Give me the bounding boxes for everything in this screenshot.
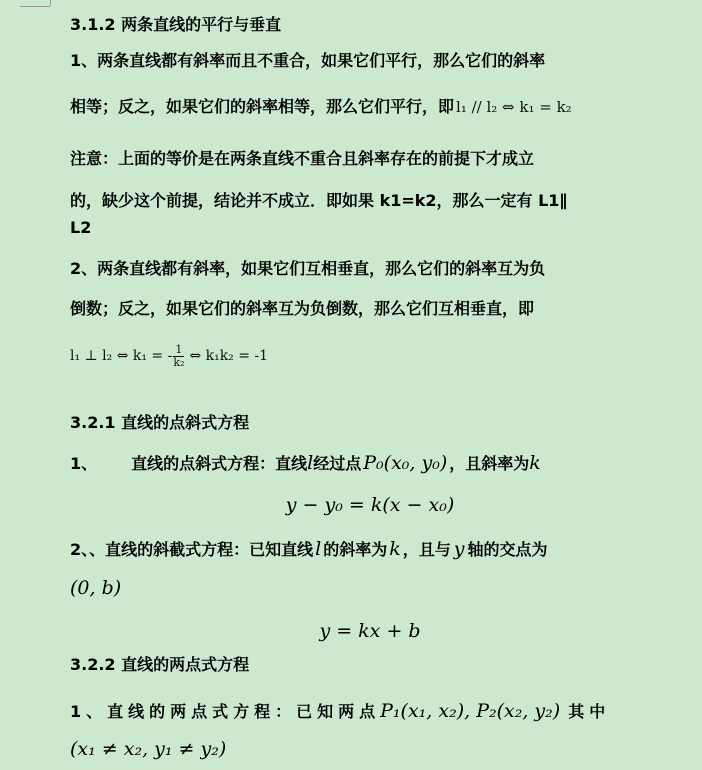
- two-point-text: 1、直线的两点式方程：已知两点: [70, 702, 381, 721]
- slope-intercept-text-b: 的斜率为: [323, 540, 388, 559]
- fraction-denominator: k₂: [173, 355, 185, 369]
- perpendicular-formula-right: ⇔ k₁k₂ = -1: [189, 348, 269, 364]
- point-slope-text-a: 直线的点斜式方程：直线: [131, 454, 308, 473]
- slope-intercept-y: y: [453, 538, 465, 560]
- item-2-line-2: 倒数；反之，如果它们的斜率互为负倒数，那么它们互相垂直，即: [70, 299, 535, 318]
- crop-mark-vertical: [50, 0, 51, 6]
- section-3-2-2-title: 3.2.2 直线的两点式方程: [70, 655, 250, 674]
- two-points: P₁(x₁, x₂), P₂(x₂, y₂): [380, 700, 561, 722]
- fraction-numerator: 1: [175, 342, 183, 356]
- slope-intercept-l: l: [315, 538, 322, 560]
- two-point-tail: 其中: [568, 702, 611, 721]
- section-3-1-2-title: 3.1.2 两条直线的平行与垂直: [70, 15, 282, 34]
- slope-intercept-item: [70, 538, 548, 561]
- parallel-formula: l₁ // l₂ ⇔ k₁ = k₂: [456, 98, 572, 116]
- section-3-2-1-title: 3.2.1 直线的点斜式方程: [70, 413, 250, 432]
- perpendicular-formula-left: l₁ ⊥ l₂ ⇔ k₁ = -: [70, 348, 173, 364]
- item-1-line-2-text: 相等；反之，如果它们的斜率相等，那么它们平行，即: [70, 97, 455, 116]
- crop-mark-horizontal: [20, 6, 50, 7]
- note-line-1: 注意：上面的等价是在两条直线不重合且斜率存在的前提下才成立: [70, 149, 535, 168]
- item-2-line-1: 2、两条直线都有斜率，如果它们互相垂直，那么它们的斜率互为负: [70, 259, 546, 278]
- fraction: [173, 344, 184, 369]
- slope-intercept-k: k: [389, 538, 401, 560]
- intercept-point: (0, b): [70, 577, 122, 599]
- point-slope-item: [70, 452, 541, 475]
- point-slope-equation: y − y₀ = k(x − x₀): [285, 494, 455, 516]
- note-line-3: L2: [70, 218, 92, 237]
- perpendicular-formula: [70, 338, 268, 374]
- two-point-item: [70, 700, 610, 723]
- line-l-symbol: l: [307, 452, 314, 474]
- slope-intercept-equation: y = kx + b: [319, 620, 421, 642]
- note-line-2: 的，缺少这个前提，结论并不成立．即如果 k1=k2，那么一定有 L1∥: [70, 191, 568, 210]
- slope-k-symbol: k: [529, 452, 541, 474]
- point-slope-text-b: 经过点: [313, 454, 362, 473]
- slope-intercept-text-c: ，且与: [402, 540, 451, 559]
- slope-intercept-text-d: 轴的交点为: [467, 540, 548, 559]
- point-p0: P₀(x₀, y₀): [363, 452, 448, 474]
- point-slope-text-c: ，且斜率为: [449, 454, 530, 473]
- item-1-line-2: [70, 96, 572, 118]
- point-slope-label: 1、: [70, 454, 98, 473]
- two-point-condition: (x₁ ≠ x₂, y₁ ≠ y₂): [70, 738, 227, 760]
- slope-intercept-text-a: 2、、直线的斜截式方程：已知直线: [70, 540, 314, 559]
- item-1-line-1: 1、两条直线都有斜率而且不重合，如果它们平行，那么它们的斜率: [70, 51, 546, 70]
